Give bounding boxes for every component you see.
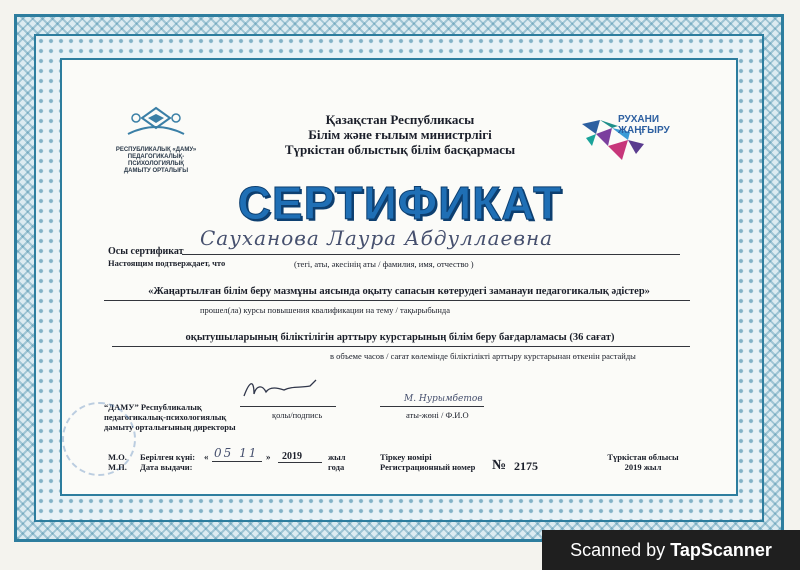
- director-name-caption: аты-жөні / Ф.И.О: [406, 410, 469, 420]
- header-department: Түркістан облыстық білім басқармасы: [284, 142, 516, 157]
- issue-date-label-ru: Дата выдачи:: [140, 462, 193, 472]
- certificate-title: СЕРТИФИКАТ: [237, 177, 563, 229]
- signature-line: [240, 406, 336, 407]
- issue-year: 2019: [282, 451, 302, 462]
- header-country: Қазақстан Республикасы: [325, 112, 475, 127]
- issue-place-region: Түркістан облысы: [607, 452, 679, 462]
- logo-right-line2: ЖАҢҒЫРУ: [618, 125, 670, 136]
- logo-right-line1: РУХАНИ: [618, 114, 660, 125]
- date-line: [212, 461, 262, 462]
- year-suffix-kz: жыл: [328, 452, 346, 462]
- signature-caption: қолы/подпись: [272, 410, 323, 420]
- issue-place: [602, 452, 684, 472]
- logo-left-line3: ДАМЫТУ ОРТАЛЫҒЫ: [123, 168, 189, 174]
- signer-org-line2: педагогикалық-психологиялық: [104, 412, 227, 422]
- topic-underline: [104, 300, 690, 301]
- topic-caption: прошел(ла) курсы повышения квалификации на тему / тақырыбында: [200, 305, 451, 315]
- mo-label: М.О.: [108, 452, 127, 462]
- daru-center-logo: [108, 106, 204, 174]
- date-quote-close: »: [266, 452, 271, 462]
- date-quote-open: «: [204, 452, 209, 462]
- director-name-line: [380, 406, 484, 407]
- seal-place-label: [108, 452, 127, 472]
- recipient-name-caption: (тегі, аты, әкесінің аты / фамилия, имя, отчество ): [294, 259, 474, 269]
- issue-date-handwritten: 05 11: [214, 446, 259, 460]
- issue-place-year: 2019 жыл: [624, 462, 662, 472]
- logo-left-line1: РЕСПУБЛИКАЛЫҚ «ДАМУ»: [115, 147, 197, 153]
- program-description: оқытушыларының біліктілігін арттыру курстарының білім беру бағдарламасы (36 сағат): [185, 332, 615, 343]
- director-signature-icon: [240, 376, 330, 406]
- registration-label-ru: Регистрационный номер: [380, 462, 476, 472]
- year-line: [278, 462, 322, 463]
- scanner-prefix: Scanned by: [570, 540, 671, 560]
- logo-left-line2: ПЕДАГОГИКАЛЫҚ-ПСИХОЛОГИЯЛЫҚ: [127, 154, 185, 167]
- mp-label: М.П.: [108, 462, 127, 472]
- scanner-brand: TapScanner: [670, 540, 772, 560]
- course-topic: «Жаңартылған білім беру мазмұны аясында оқыту сапасын көтерудегі заманауи педагогикалық әдістер»: [148, 286, 650, 297]
- director-name: М. Нурымбетов: [404, 394, 483, 404]
- signer-org-line1: “ДАМУ” Республикалық: [104, 402, 202, 412]
- registration-label-kz: Тіркеу номірі: [380, 452, 432, 462]
- issue-date-label-kz: Берілген күні:: [140, 452, 196, 462]
- year-suffix: [328, 452, 346, 472]
- recipient-name-handwritten: Сауханова Лаура Абдуллаевна: [200, 226, 554, 250]
- scanner-watermark-badge: [542, 530, 800, 570]
- registration-label: [380, 452, 475, 472]
- issue-date-label: [140, 452, 195, 472]
- registration-number-sign: №: [492, 458, 507, 473]
- recipient-label-kz: Осы сертификат: [108, 246, 184, 257]
- header-ministry: Білім және ғылым министрлігі: [308, 127, 492, 142]
- ornament-emblem-icon: [108, 106, 204, 142]
- issuer-header: [200, 112, 600, 157]
- program-underline: [112, 346, 690, 347]
- signer-org-line3: дамыту орталығының директоры: [104, 422, 236, 432]
- registration-number: 2175: [514, 459, 538, 473]
- recipient-label-ru: Настоящим подтверждает, что: [108, 258, 226, 268]
- program-caption: в объеме часов / сағат көлемінде біліктілікті арттыру курстарынан өткенін растайды: [330, 351, 636, 361]
- year-suffix-ru: года: [328, 462, 345, 472]
